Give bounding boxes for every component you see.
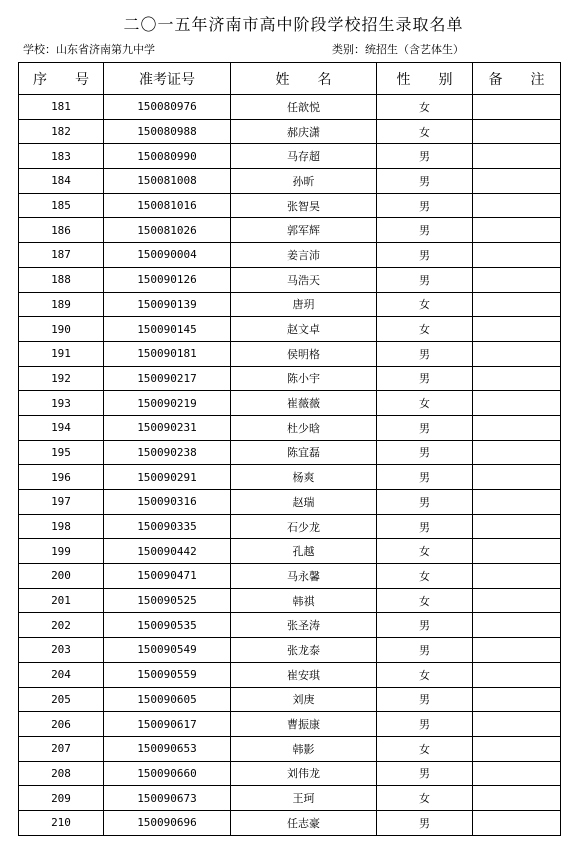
table-row (19, 292, 561, 317)
cell-seq: 191 (19, 341, 104, 366)
cell-note (473, 490, 561, 515)
cell-gender: 男 (377, 169, 473, 194)
table-row (19, 119, 561, 144)
table-row (19, 169, 561, 194)
cell-exam-id: 150090291 (104, 465, 231, 490)
cell-seq: 185 (19, 193, 104, 218)
table-row (19, 564, 561, 589)
cell-exam-id: 150090139 (104, 292, 231, 317)
header-name: 姓 名 (231, 63, 377, 95)
cell-exam-id: 150080990 (104, 144, 231, 169)
cell-exam-id: 150090471 (104, 564, 231, 589)
cell-name: 王珂 (231, 786, 377, 811)
cell-gender: 男 (377, 341, 473, 366)
cell-note (473, 465, 561, 490)
header-exam-id: 准考证号 (104, 63, 231, 95)
cell-exam-id: 150090549 (104, 638, 231, 663)
cell-exam-id: 150090231 (104, 415, 231, 440)
table-header-row (19, 63, 561, 95)
table-row (19, 786, 561, 811)
cell-note (473, 786, 561, 811)
cell-note (473, 613, 561, 638)
table-row (19, 267, 561, 292)
cell-name: 石少龙 (231, 514, 377, 539)
cell-gender: 女 (377, 119, 473, 144)
cell-note (473, 514, 561, 539)
cell-exam-id: 150090605 (104, 687, 231, 712)
cell-note (473, 366, 561, 391)
table-row (19, 810, 561, 835)
cell-seq: 183 (19, 144, 104, 169)
cell-exam-id: 150090535 (104, 613, 231, 638)
table-row (19, 638, 561, 663)
cell-seq: 192 (19, 366, 104, 391)
cell-seq: 199 (19, 539, 104, 564)
cell-name: 郭军辉 (231, 218, 377, 243)
table-row (19, 712, 561, 737)
cell-gender: 女 (377, 662, 473, 687)
table-row (19, 243, 561, 268)
cell-seq: 202 (19, 613, 104, 638)
cell-seq: 206 (19, 712, 104, 737)
cell-exam-id: 150090673 (104, 786, 231, 811)
cell-seq: 200 (19, 564, 104, 589)
table-row (19, 736, 561, 761)
cell-gender: 男 (377, 243, 473, 268)
cell-note (473, 564, 561, 589)
cell-exam-id: 150090617 (104, 712, 231, 737)
cell-exam-id: 150090238 (104, 440, 231, 465)
cell-note (473, 243, 561, 268)
cell-note (473, 193, 561, 218)
cell-exam-id: 150090145 (104, 317, 231, 342)
cell-name: 崔薇薇 (231, 391, 377, 416)
cell-name: 任歆悦 (231, 95, 377, 120)
cell-name: 曹振康 (231, 712, 377, 737)
cell-seq: 205 (19, 687, 104, 712)
cell-note (473, 440, 561, 465)
cell-gender: 女 (377, 588, 473, 613)
cell-note (473, 415, 561, 440)
cell-seq: 195 (19, 440, 104, 465)
cell-seq: 193 (19, 391, 104, 416)
cell-gender: 男 (377, 687, 473, 712)
cell-exam-id: 150090335 (104, 514, 231, 539)
cell-note (473, 712, 561, 737)
cell-name: 陈小宇 (231, 366, 377, 391)
table-row (19, 440, 561, 465)
cell-exam-id: 150081026 (104, 218, 231, 243)
cell-seq: 190 (19, 317, 104, 342)
cell-exam-id: 150090525 (104, 588, 231, 613)
cell-name: 马永馨 (231, 564, 377, 589)
cell-exam-id: 150081008 (104, 169, 231, 194)
cell-exam-id: 150090660 (104, 761, 231, 786)
cell-exam-id: 150090653 (104, 736, 231, 761)
cell-seq: 187 (19, 243, 104, 268)
cell-seq: 197 (19, 490, 104, 515)
cell-seq: 188 (19, 267, 104, 292)
cell-exam-id: 150080988 (104, 119, 231, 144)
table-row (19, 687, 561, 712)
cell-name: 韩祺 (231, 588, 377, 613)
cell-note (473, 144, 561, 169)
category-label: 类别：统招生（含艺体生） (332, 43, 464, 56)
cell-gender: 男 (377, 514, 473, 539)
cell-seq: 189 (19, 292, 104, 317)
page-title: 二〇一五年济南市高中阶段学校招生录取名单 (123, 15, 464, 34)
cell-exam-id: 150090316 (104, 490, 231, 515)
cell-exam-id: 150081016 (104, 193, 231, 218)
cell-note (473, 169, 561, 194)
cell-gender: 男 (377, 415, 473, 440)
table-body (19, 95, 561, 836)
cell-name: 杜少晗 (231, 415, 377, 440)
table-row (19, 613, 561, 638)
cell-gender: 男 (377, 193, 473, 218)
table-row (19, 193, 561, 218)
cell-name: 唐玥 (231, 292, 377, 317)
cell-gender: 男 (377, 366, 473, 391)
cell-gender: 女 (377, 292, 473, 317)
table-row (19, 366, 561, 391)
cell-note (473, 391, 561, 416)
table-row (19, 490, 561, 515)
cell-seq: 194 (19, 415, 104, 440)
cell-name: 赵瑞 (231, 490, 377, 515)
header-seq: 序 号 (19, 63, 104, 95)
cell-gender: 男 (377, 810, 473, 835)
cell-seq: 201 (19, 588, 104, 613)
cell-gender: 男 (377, 613, 473, 638)
cell-note (473, 292, 561, 317)
cell-name: 孔越 (231, 539, 377, 564)
cell-name: 刘庚 (231, 687, 377, 712)
cell-name: 孙昕 (231, 169, 377, 194)
header-gender: 性 别 (377, 63, 473, 95)
cell-gender: 男 (377, 490, 473, 515)
table-row (19, 539, 561, 564)
cell-name: 崔安琪 (231, 662, 377, 687)
cell-name: 杨爽 (231, 465, 377, 490)
cell-note (473, 119, 561, 144)
cell-gender: 女 (377, 317, 473, 342)
cell-exam-id: 150080976 (104, 95, 231, 120)
cell-name: 姜言沛 (231, 243, 377, 268)
cell-gender: 男 (377, 761, 473, 786)
cell-note (473, 341, 561, 366)
cell-note (473, 638, 561, 663)
cell-name: 马浩天 (231, 267, 377, 292)
table-row (19, 588, 561, 613)
cell-note (473, 95, 561, 120)
cell-gender: 女 (377, 564, 473, 589)
cell-name: 赵文卓 (231, 317, 377, 342)
cell-seq: 196 (19, 465, 104, 490)
cell-note (473, 736, 561, 761)
cell-exam-id: 150090219 (104, 391, 231, 416)
cell-seq: 186 (19, 218, 104, 243)
cell-name: 张圣涛 (231, 613, 377, 638)
cell-gender: 女 (377, 391, 473, 416)
cell-gender: 男 (377, 218, 473, 243)
table-row (19, 465, 561, 490)
cell-seq: 181 (19, 95, 104, 120)
cell-name: 刘伟龙 (231, 761, 377, 786)
header-note: 备 注 (473, 63, 561, 95)
cell-seq: 203 (19, 638, 104, 663)
cell-gender: 男 (377, 465, 473, 490)
cell-seq: 204 (19, 662, 104, 687)
cell-seq: 207 (19, 736, 104, 761)
cell-seq: 184 (19, 169, 104, 194)
cell-seq: 198 (19, 514, 104, 539)
cell-name: 韩影 (231, 736, 377, 761)
cell-note (473, 588, 561, 613)
cell-exam-id: 150090126 (104, 267, 231, 292)
cell-note (473, 687, 561, 712)
table-row (19, 662, 561, 687)
cell-note (473, 539, 561, 564)
cell-gender: 男 (377, 638, 473, 663)
cell-gender: 女 (377, 786, 473, 811)
cell-name: 郝庆潇 (231, 119, 377, 144)
table-row (19, 95, 561, 120)
cell-exam-id: 150090004 (104, 243, 231, 268)
table-row (19, 415, 561, 440)
cell-note (473, 267, 561, 292)
table-row (19, 317, 561, 342)
cell-gender: 女 (377, 736, 473, 761)
cell-seq: 182 (19, 119, 104, 144)
cell-name: 任志豪 (231, 810, 377, 835)
cell-note (473, 218, 561, 243)
cell-seq: 208 (19, 761, 104, 786)
cell-seq: 210 (19, 810, 104, 835)
cell-name: 马存超 (231, 144, 377, 169)
cell-name: 侯明格 (231, 341, 377, 366)
cell-gender: 男 (377, 712, 473, 737)
cell-note (473, 317, 561, 342)
cell-exam-id: 150090559 (104, 662, 231, 687)
cell-note (473, 662, 561, 687)
cell-note (473, 761, 561, 786)
table-row (19, 144, 561, 169)
cell-gender: 男 (377, 144, 473, 169)
cell-note (473, 810, 561, 835)
table-row (19, 514, 561, 539)
cell-exam-id: 150090181 (104, 341, 231, 366)
cell-name: 张智昊 (231, 193, 377, 218)
table-row (19, 341, 561, 366)
school-label: 学校：山东省济南第九中学 (23, 43, 155, 56)
cell-seq: 209 (19, 786, 104, 811)
cell-name: 张龙泰 (231, 638, 377, 663)
cell-exam-id: 150090696 (104, 810, 231, 835)
cell-exam-id: 150090442 (104, 539, 231, 564)
admission-table (18, 62, 561, 836)
cell-gender: 男 (377, 267, 473, 292)
cell-name: 陈宜磊 (231, 440, 377, 465)
cell-gender: 女 (377, 95, 473, 120)
cell-gender: 女 (377, 539, 473, 564)
cell-gender: 男 (377, 440, 473, 465)
cell-exam-id: 150090217 (104, 366, 231, 391)
table-row (19, 761, 561, 786)
table-row (19, 218, 561, 243)
table-row (19, 391, 561, 416)
